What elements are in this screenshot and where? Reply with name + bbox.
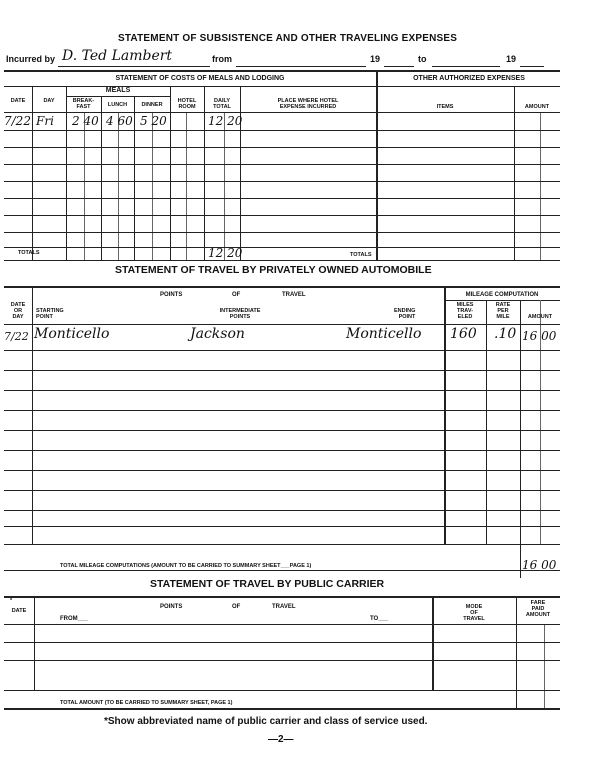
auto-row-intermediate: Jackson [190, 326, 245, 342]
auto-points-header: POINTS [160, 292, 183, 298]
carrier-section-title: STATEMENT OF TRAVEL BY PUBLIC CARRIER [150, 578, 385, 590]
carrier-points-header: POINTS [160, 604, 183, 610]
carrier-to-header: TO___ [370, 616, 389, 622]
auto-row-starting: Monticello [34, 326, 110, 342]
meals-row-dinner: 5 20 [140, 114, 167, 128]
carrier-date-header: DATE [11, 608, 27, 614]
to-label: to [418, 54, 427, 64]
dinner-header: DINNER [141, 102, 163, 108]
starting-header: STARTING POINT [36, 308, 64, 320]
year-prefix-2: 19 [506, 54, 517, 64]
auto-row-miles: 160 [450, 326, 477, 342]
lunch-header: LUNCH [107, 102, 128, 108]
other-expenses-title: OTHER AUTHORIZED EXPENSES [413, 75, 525, 82]
carrier-fare-header: FARE PAID AMOUNT [525, 600, 551, 618]
auto-row-amount: 16 00 [522, 329, 557, 343]
meals-section-title: STATEMENT OF COSTS OF MEALS AND LODGING [115, 75, 285, 82]
auto-row-date: 7/22 [4, 330, 29, 343]
incurred-by-value[interactable]: D. Ted Lambert [62, 48, 173, 64]
meals-row-breakfast: 2 40 [72, 114, 99, 128]
page-number: —2— [268, 734, 294, 745]
meals-totals-label: TOTALS [18, 250, 40, 256]
footer-note: *Show abbreviated name of public carrier and class of service used. [104, 716, 428, 727]
carrier-total-label: TOTAL AMOUNT (TO BE CARRIED TO SUMMARY SHEET, PAGE 1) [60, 700, 233, 706]
mileage-total-value: 16 00 [522, 558, 557, 572]
meals-row-daily-total: 12 20 [208, 114, 243, 128]
from-label: from [212, 54, 232, 64]
auto-of-header: OF [232, 292, 241, 298]
auto-section-title: STATEMENT OF TRAVEL BY PRIVATELY OWNED AUTOMOBILE [115, 264, 432, 276]
year-prefix-1: 19 [370, 54, 381, 64]
miles-header: MILES TRAV- ELED [456, 302, 474, 320]
daily-total-header: DAILY TOTAL [213, 98, 231, 110]
meals-row-lunch: 4 60 [106, 114, 133, 128]
auto-travel-header: TRAVEL [282, 292, 306, 298]
hotel-room-header: HOTEL ROOM [177, 98, 197, 110]
meals-header: MEALS [105, 87, 131, 94]
intermediate-header: INTERMEDIATE POINTS [219, 308, 261, 320]
carrier-star: * [10, 598, 13, 604]
meals-totals-value: 12 20 [208, 246, 243, 260]
ending-header: ENDING POINT [394, 308, 416, 320]
rate-header: RATE PER MILE [495, 302, 511, 320]
breakfast-header: BREAK- FAST [72, 98, 95, 110]
mileage-header: MILEAGE COMPUTATION [465, 292, 539, 298]
carrier-from-header: FROM___ [60, 616, 88, 622]
auto-amount-header: AMOUNT [527, 314, 553, 320]
carrier-travel-header: TRAVEL [272, 604, 296, 610]
auto-row-ending: Monticello [346, 326, 422, 342]
other-totals-label: TOTALS [350, 252, 372, 258]
auto-date-header: DATE OR DAY [10, 302, 26, 320]
carrier-mode-header: MODE OF TRAVEL [463, 604, 485, 622]
items-header: ITEMS [436, 104, 454, 110]
meals-row-date: 7/22 [4, 114, 31, 128]
date-header: DATE [10, 98, 26, 104]
form-title: STATEMENT OF SUBSISTENCE AND OTHER TRAVELING EXPENSES [118, 33, 458, 44]
meals-row-day: Fri [36, 114, 54, 128]
carrier-of-header: OF [232, 604, 241, 610]
incurred-by-label: Incurred by [6, 54, 56, 64]
auto-row-rate: .10 [494, 326, 517, 342]
day-header: DAY [43, 98, 55, 104]
mileage-total-label: TOTAL MILEAGE COMPUTATIONS (AMOUNT TO BE CARRIED TO SUMMARY SHEET___PAGE 1) [60, 563, 312, 569]
amount-header: AMOUNT [524, 104, 550, 110]
place-header: PLACE WHERE HOTEL EXPENSE INCURRED [277, 98, 339, 110]
